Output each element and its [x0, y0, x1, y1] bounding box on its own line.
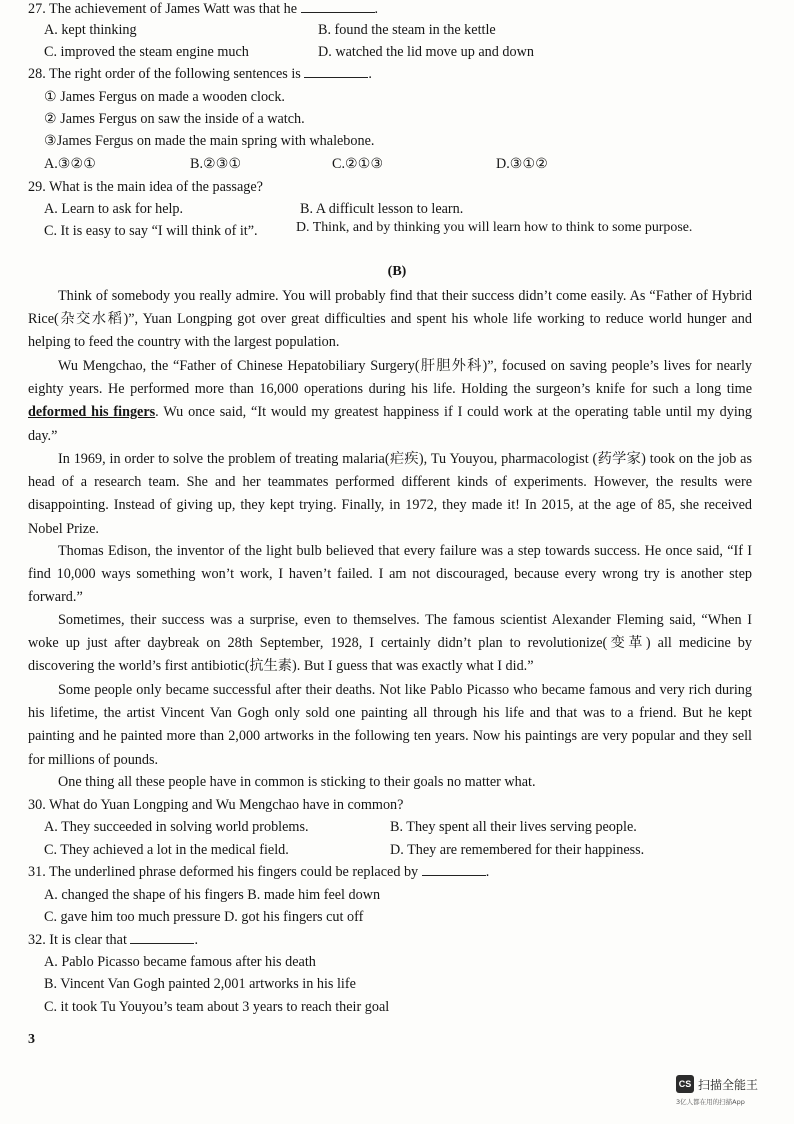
q27-option-a: A. kept thinking [44, 22, 137, 38]
q31-options-ab: A. changed the shape of his fingers B. made him feel down [44, 887, 381, 903]
q29-option-b: B. A difficult lesson to learn. [300, 201, 464, 217]
question-32-text: 32. It is clear that [28, 932, 127, 948]
q27-option-c: C. improved the steam engine much [44, 44, 249, 60]
question-31-text: 31. The underlined phrase deformed his fingers could be replaced by [28, 864, 419, 880]
passage-paragraph: Sometimes, their success was a surprise, even to themselves. The famous scientist Alexander Fleming said, “When I woke up just after daybreak on 28th September, 1928, I certainly didn’t plan to revolutionize(变革) all medicine by discovering the world’s first antibiotic(抗生素). But I guess that was exactly what I did.” [28, 612, 752, 675]
q32-option-b: B. Vincent Van Gogh painted 2,001 artworks in his life [44, 976, 356, 992]
question-32-stem: 32. It is clear that . [28, 932, 198, 948]
passage-paragraph: Think of somebody you really admire. You will probably find that their success didn’t come easily. As “Father of Hybrid Rice(杂交水稻)”, Yuan Longping got over great difficulties and spent his whole life working to reduce world hunger and helping to feed the country with the largest population. [28, 288, 752, 351]
passage-paragraph: Thomas Edison, the inventor of the light bulb believed that every failure was a step towards success. He once said, “If I find 10,000 ways something won’t work, I haven’t failed. I am not discouraged, because every wrong try is another step forward.” [28, 543, 752, 606]
q28-sentence-2: ② James Fergus on saw the inside of a watch. [44, 111, 305, 127]
q29-option-c: C. It is easy to say “I will think of it”. [44, 223, 258, 239]
q27-option-d: D. watched the lid move up and down [318, 44, 534, 60]
answer-blank [304, 65, 368, 78]
q28-sentence-1: ① James Fergus on made a wooden clock. [44, 89, 285, 105]
q29-option-d: D. Think, and by thinking you will learn how to think to some purpose. [296, 220, 693, 235]
question-27-text: 27. The achievement of James Watt was that he [28, 1, 297, 17]
scanner-watermark [676, 1075, 786, 1109]
q29-option-a: A. Learn to ask for help. [44, 201, 184, 217]
passage-text: Wu Mengchao, the “Father of Chinese Hepatobiliary Surgery(肝胆外科)”, focused on saving people’s lives for nearly eighty years. He performed more than 16,000 operations during his life. Holding the surgeon’s knife for such a long time [28, 358, 752, 398]
q30-option-a: A. They succeeded in solving world problems. [44, 819, 309, 835]
q32-option-a: A. Pablo Picasso became famous after his death [44, 954, 316, 970]
q32-option-c: C. it took Tu Youyou’s team about 3 years to reach their goal [44, 999, 390, 1015]
question-31-stem: 31. The underlined phrase deformed his fingers could be replaced by . [28, 864, 490, 880]
passage-paragraph [28, 355, 752, 448]
passage-text: . Wu once said, “It would my greatest happiness if I could work at the operating table until my dying day.” [28, 404, 752, 444]
q28-option-d: D.③①② [496, 156, 548, 172]
q30-option-d: D. They are remembered for their happiness. [390, 842, 645, 858]
watermark-tagline: 3亿人都在用的扫描App [676, 1098, 745, 1106]
answer-blank [130, 931, 194, 944]
question-28-stem: 28. The right order of the following sentences is . [28, 66, 372, 82]
q30-option-b: B. They spent all their lives serving people. [390, 819, 637, 835]
underlined-phrase: deformed his fingers [28, 404, 156, 421]
q28-option-a: A.③②① [44, 156, 96, 172]
q28-option-c: C.②①③ [332, 156, 384, 172]
q30-option-c: C. They achieved a lot in the medical field. [44, 842, 289, 858]
question-28-text: 28. The right order of the following sentences is [28, 66, 301, 82]
passage-paragraph: One thing all these people have in common is sticking to their goals no matter what. [58, 774, 536, 790]
answer-blank [422, 863, 486, 876]
answer-blank [301, 0, 375, 13]
question-29-stem: 29. What is the main idea of the passage? [28, 179, 263, 195]
passage-paragraph: Some people only became successful after their deaths. Not like Pablo Picasso who became famous and very rich during his lifetime, the artist Vincent Van Gogh only sold one painting all through his life and that was to a friend. But he kept painting and he painted more than 2,000 artworks in the following ten years. Now his paintings are very popular and they sell for millions of pounds. [28, 682, 752, 768]
q27-option-b: B. found the steam in the kettle [318, 22, 496, 38]
camscanner-logo-icon: CS [676, 1075, 694, 1093]
q28-option-b: B.②③① [190, 156, 242, 172]
page-number: 3 [28, 1032, 35, 1047]
section-heading: (B) [387, 264, 407, 279]
question-27-stem: 27. The achievement of James Watt was that he . [28, 1, 379, 17]
q31-options-cd: C. gave him too much pressure D. got his fingers cut off [44, 909, 364, 925]
watermark-name: 扫描全能王 [698, 1078, 759, 1092]
question-30-stem: 30. What do Yuan Longping and Wu Mengchao have in common? [28, 797, 404, 813]
passage-paragraph: In 1969, in order to solve the problem of treating malaria(疟疾), Tu Youyou, pharmacologist (药学家) took on the job as head of a research team. She and her teammates performed different kinds of experiments. However, the results were disappointing. Instead of giving up, they kept trying. Finally, in 1972, they made it! In 2015, at the age of 85, she received Nobel Prize. [28, 451, 752, 537]
q28-sentence-3: ③James Fergus on made the main spring with whalebone. [44, 133, 375, 149]
